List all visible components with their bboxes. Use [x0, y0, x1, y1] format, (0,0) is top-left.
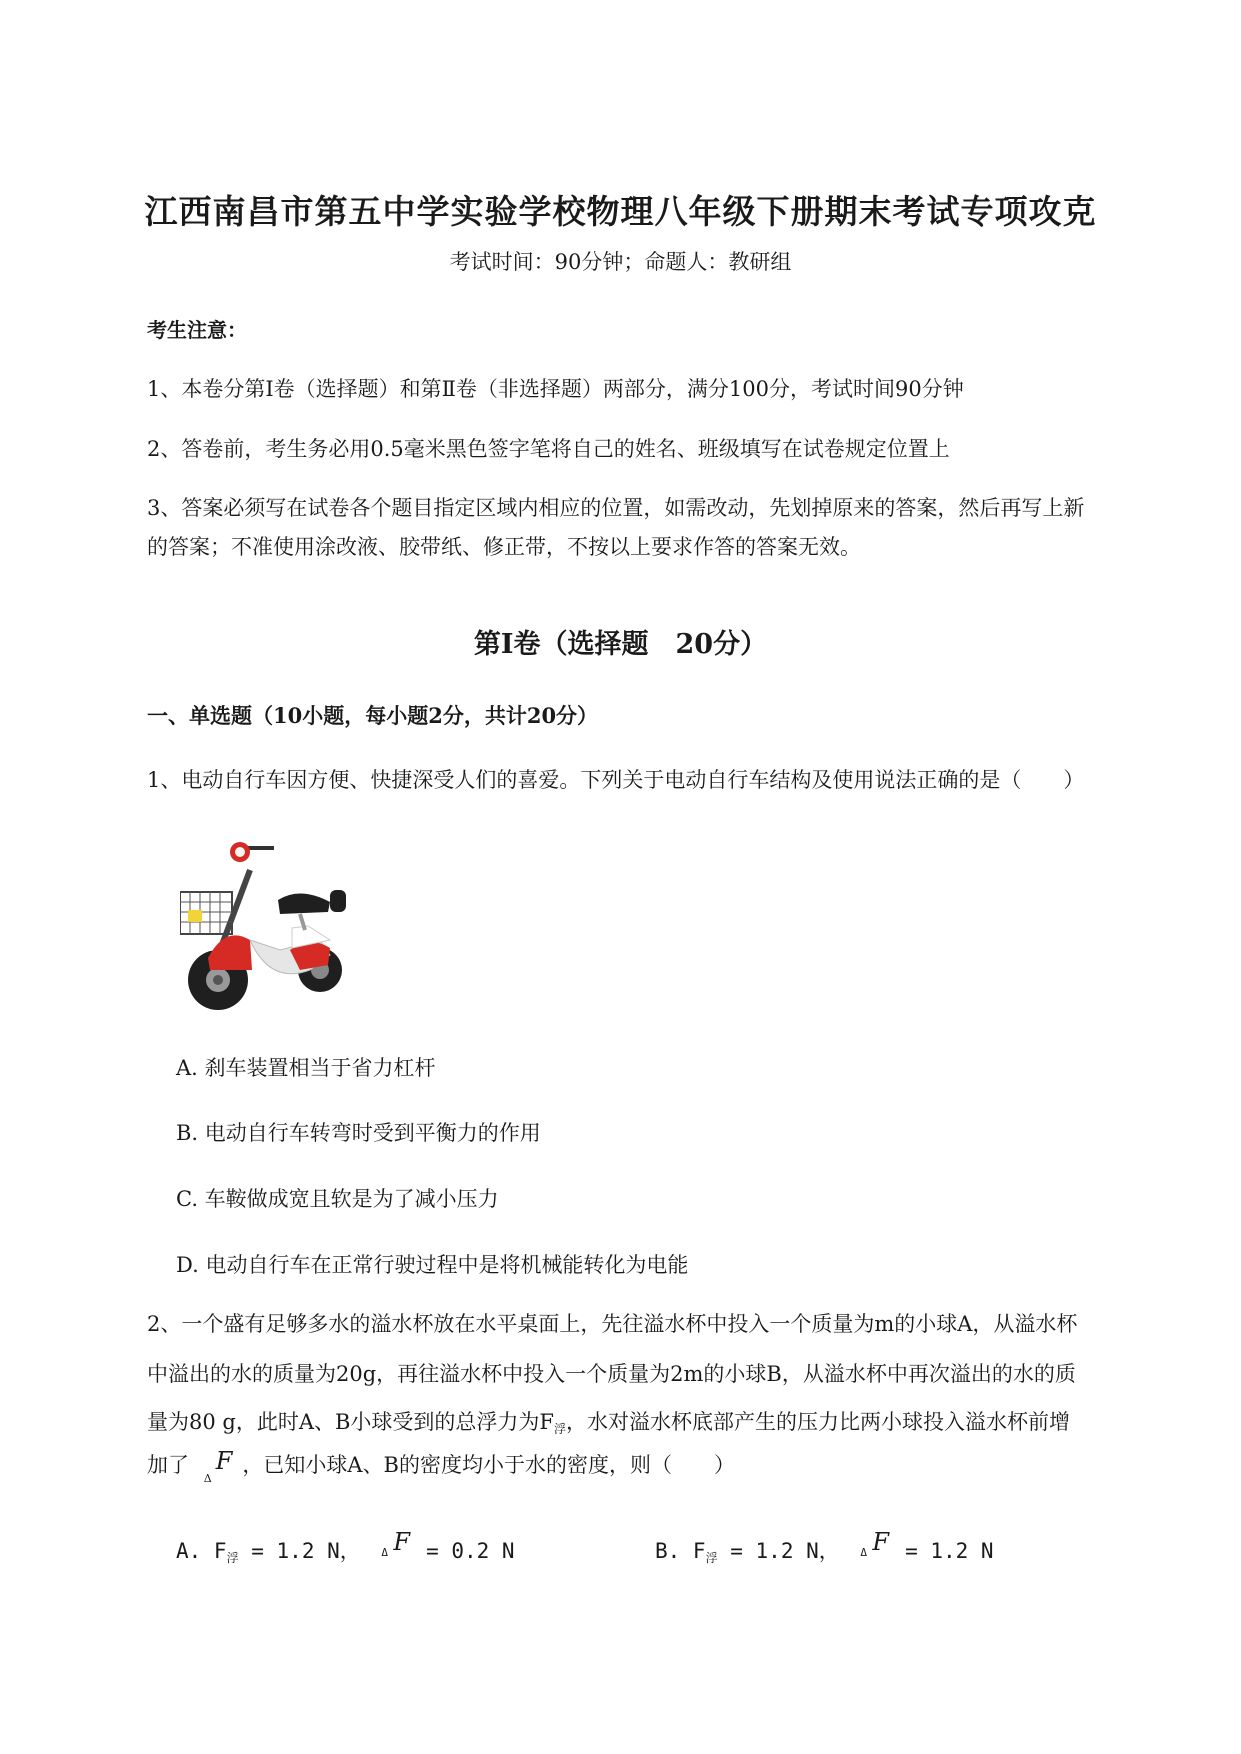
page-title: 江西南昌市第五中学实验学校物理八年级下册期末考试专项攻克 — [144, 192, 1097, 231]
electric-bike-image — [180, 830, 370, 1020]
q1-option-d: D. 电动自行车在正常行驶过程中是将机械能转化为电能 — [176, 1253, 689, 1277]
notice-item-3-cont: 的答案；不准使用涂改液、胶带纸、修正带，不按以上要求作答的答案无效。 — [147, 535, 861, 559]
q1-option-b: B. 电动自行车转弯时受到平衡力的作用 — [176, 1121, 541, 1145]
q2-line4-text-a: 加了 — [147, 1453, 189, 1477]
part-heading: 一、单选题（10小题，每小题2分，共计20分） — [147, 703, 599, 728]
delta-f-symbol: Δ F — [381, 1528, 411, 1559]
section-title: 第Ⅰ卷（选择题 20分） — [473, 629, 768, 660]
q2-line3-text-a: 量为80 g，此时A、B小球受到的总浮力为F — [147, 1410, 555, 1434]
float-subscript: 浮 — [554, 1422, 567, 1436]
q2-option-a: A. $F_浮 = 1.2$ N， Δ F = 0.2 N — [176, 1528, 515, 1565]
notice-item-3: 3、答案必须写在试卷各个题目指定区域内相应的位置，如需改动，先划掉原来的答案，然后再写上新 — [147, 496, 1085, 520]
exam-info: 考试时间：90分钟；命题人：教研组 — [449, 250, 792, 274]
notice-heading: 考生注意： — [147, 318, 247, 342]
delta-f-symbol: Δ F — [860, 1528, 890, 1559]
notice-item-1: 1、本卷分第Ⅰ卷（选择题）和第Ⅱ卷（非选择题）两部分，满分100分，考试时间90分钟 — [147, 377, 964, 401]
question-2-line-3 — [147, 1403, 1157, 1448]
q1-option-c: C. 车鞍做成宽且软是为了减小压力 — [176, 1187, 499, 1211]
question-2-line-2: 中溢出的水的质量为20g，再往溢水杯中投入一个质量为2m的小球B，从溢水杯中再次溢出的水的质 — [147, 1362, 1076, 1386]
question-2-line-4 — [147, 1446, 1157, 1484]
q1-option-a: A. 刹车装置相当于省力杠杆 — [176, 1056, 436, 1080]
question-2-line-1: 2、一个盛有足够多水的溢水杯放在水平桌面上，先往溢水杯中投入一个质量为m的小球A，从溢水杯 — [147, 1312, 1078, 1336]
question-1-stem: 1、电动自行车因方便、快捷深受人们的喜爱。下列关于电动自行车结构及使用说法正确的是（ ） — [147, 768, 1085, 792]
notice-item-2: 2、答卷前，考生务必用0.5毫米黑色签字笔将自己的姓名、班级填写在试卷规定位置上 — [147, 437, 950, 461]
q2-option-b: B. $F_浮 = 1.2$ N， Δ F = 1.2 N — [655, 1528, 994, 1565]
q2-line3-text-b: ，水对溢水杯底部产生的压力比两小球投入溢水杯前增 — [566, 1410, 1071, 1434]
q2-line4-text-b: ，已知小球A、B的密度均小于水的密度，则（ ） — [242, 1453, 735, 1477]
delta-f-symbol: Δ F — [203, 1447, 233, 1485]
